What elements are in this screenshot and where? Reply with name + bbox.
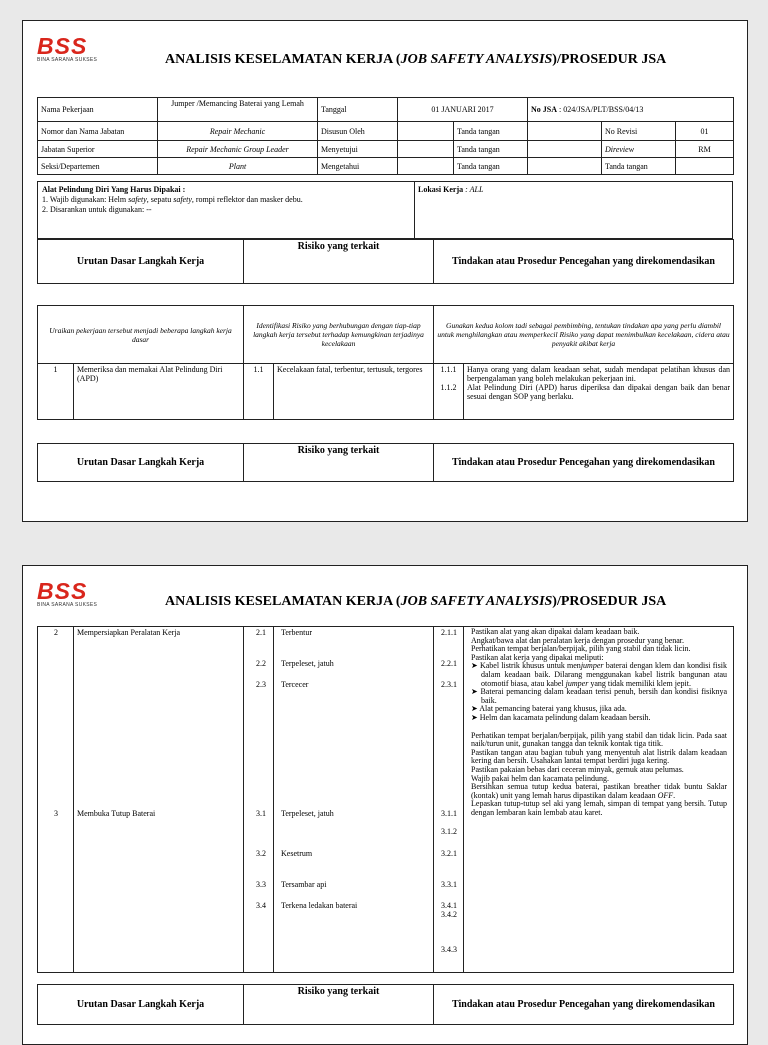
apd-disarankan: 2. Disarankan untuk digunakan: -- xyxy=(42,205,152,214)
lokasi-kerja: Lokasi Kerja : ALL xyxy=(418,185,484,194)
risk-2-2: Terpeleset, jatuh xyxy=(281,659,334,668)
risk-3-2: Kesetrum xyxy=(281,849,313,858)
risk-3-3: Tersambar api xyxy=(281,880,327,889)
column-header-table-3: Urutan Dasar Langkah Kerja Risiko yang terkait Tindakan atau Prosedur Pencegahan yang direkomendasikan xyxy=(37,984,734,1025)
apd-section xyxy=(37,181,733,239)
step-1: Memeriksa dan memakai Alat Pelindung Diri (APD) xyxy=(74,364,244,420)
arrow-bullet-icon: ➤ xyxy=(471,687,481,697)
apd-heading: Alat Pelindung Diri Yang Harus Dipakai : xyxy=(42,185,186,194)
action-1-1-2: Alat Pelindung Diri (APD) harus diperiksa dan dipakai dengan baik dan benar sesuai dengan SOP yang berlaku. xyxy=(467,383,731,401)
job-steps-table-1: Uraikan pekerjaan tersebut menjadi beberapa langkah kerja dasar Identifikasi Risiko yang berhubungan dengan tiap-tiap langkah kerja tersebut terhadap kemungkinan terjadinya kecelakaan Gunakan kedua kolom tadi sebagai pembimbing, tentukan tindakan apa yang perlu diambil untuk menghilangkan atau memperkecil Risiko yang dapat menimbulkan kecelakaan, cidera atau penyakit akibat kerja 1 Memeriksa dan memakai Alat Pelindung Diri (APD) 1.1 Kecelakaan fatal, terbentur, tertusuk, tergores 1.1.1 1.1.2 Hanya orang yang dalam keadaan sehat, sudah mendapat pelatihan khusus dan berpengalaman yang boleh melakukan pekerjaan ini. Alat Pelindung Diri (APD) harus diperiksa dan dipakai dengan baik dan benar sesuai dengan SOP yang berlaku. xyxy=(37,305,734,420)
actions-step-2-3: Pastikan alat yang akan dipakai dalam keadaan baik. Angkat/bawa alat dan peralatan kerja dengan prosedur yang benar. Perhatikan tempat berjalan/berpijak, pilih yang stabil dan tidak licin. Pastikan alat kerja yang dipakai meliputi: ➤ Kabel listrik khusus untuk menjumper baterai dengan klem dan kondisi fisik dalam keadaan baik. Dilarang menggunakan kabel listrik bangunan atau otomotif biasa, atau kabel jumper yang tidak memiliki klem jepit. ➤ Baterai pemancing dalam keadaan terisi penuh, bersih dan kondisi fisiknya baik. ➤ Alat pemancing baterai yang khusus, jika ada. ➤ Helm dan kacamata pelindung dalam keadaan bersih. Perhatikan tempat berjalan/berpijak, pilih yang stabil dan tidak licin. Pada saat naik/turun unit, gunakan tangga dan teknik kontak tiga titik. Pastikan tangan atau bagian tubuh yang menyentuh alat listrik dalam keadaan kering dan bersih. Usahakan lantai tempat berdiri juga kering. Pastikan pakaian bebas dari ceceran minyak, gemuk atau pelumas. Wajib pakai helm dan kacamata pelindung. Bersihkan semua tutup kedua baterai, pastikan breather tidak buntu Saklar (kontak) unit yang lemah harus dipastikan dalam keadaan OFF. Lepaskan tutup-tutup sel aki yang lemah, simpan di tempat yang bersih. Tutup dengan lembaran kain lembab atau karet. xyxy=(471,627,728,817)
tanggal-label: Tanggal xyxy=(318,98,398,122)
arrow-bullet-icon: ➤ xyxy=(471,661,480,671)
info-table: Nama Pekerjaan Jumper /Memancing Baterai yang Lemah Tanggal 01 JANUARI 2017 No JSA : 024/JSA/PLT/BSS/04/13 Nomor dan Nama Jabatan Repair Mechanic Disusun Oleh Tanda tangan No Revisi 01 Jabatan Superior Repair Mechanic Group Leader Menyetujui Tanda tangan Direview RM Seksi/Departemen Plant Mengetahui Tanda tangan Tanda tangan xyxy=(37,97,734,175)
nama-pekerjaan-label: Nama Pekerjaan xyxy=(38,98,158,122)
column-header-table-2: Urutan Dasar Langkah Kerja Risiko yang terkait Tindakan atau Prosedur Pencegahan yang direkomendasikan xyxy=(37,443,734,482)
risk-3-4: Terkena ledakan baterai xyxy=(281,901,358,910)
step-2: Mempersiapkan Peralatan Kerja xyxy=(77,628,181,637)
bss-logo: BSS BINA SARANA SUKSES xyxy=(37,33,98,63)
bss-logo: BSS BINA SARANA SUKSES xyxy=(37,578,98,608)
column-header-table-1: Urutan Dasar Langkah Kerja Risiko yang terkait Tindakan atau Prosedur Pencegahan yang direkomendasikan xyxy=(37,239,734,284)
apd-wajib: 1. Wajib digunakan: Helm safety, sepatu safety, rompi reflektor dan masker debu. xyxy=(42,195,303,204)
page-title: ANALISIS KESELAMATAN KERJA (JOB SAFETY ANALYSIS)/PROSEDUR JSA xyxy=(165,52,667,67)
no-jsa: No JSA : 024/JSA/PLT/BSS/04/13 xyxy=(528,98,734,122)
step-3: Membuka Tutup Baterai xyxy=(77,809,156,818)
risk-2-1: Terbentur xyxy=(281,628,312,637)
risk-1-1: Kecelakaan fatal, terbentur, tertusuk, tergores xyxy=(274,364,434,420)
document-page-2: BSS BINA SARANA SUKSES ANALISIS KESELAMATAN KERJA (JOB SAFETY ANALYSIS)/PROSEDUR JSA 2 Mempersiapkan Peralatan Kerja 3 Membuka Tutup Baterai 2.1 Terbentur 2.2 Terpeleset, jatuh 2.3 Tercecer 3.1 Terpeleset, jatuh 3.2 Kesetrum 3.3 Tersambar api 3.4 Terkena ledakan baterai 2.1.1 2.2.1 2.3.1 3.1.1 3.1.2 3.2.1 3.3.1 3.4.1 3.4.2 3.4.3 Pastikan alat yang akan dipakai dalam keadaan baik. Angkat/bawa alat dan peralatan kerja dengan prosedur yang benar. Perhatikan tempat berjalan/berpijak, pilih yang stabil dan tidak licin. Pastikan alat kerja yang dipakai meliputi: ➤ Kabel listrik khusus untuk menjumper baterai dengan klem dan kondisi fisik dalam keadaan baik. Dilarang menggunakan kabel listrik bangunan atau otomotif biasa, atau kabel jumper yang tidak memiliki klem jepit. ➤ Baterai pemancing dalam keadaan terisi penuh, bersih dan kondisi fisiknya baik. ➤ Alat pemancing baterai yang khusus, jika ada. ➤ Helm dan kacamata pelindung dalam keadaan bersih. Perhatikan tempat berjalan/berpijak, pilih yang stabil dan tidak licin. Pada saat naik/turun unit, gunakan tangga dan teknik kontak tiga titik. Pastikan tangan atau bagian tubuh yang menyentuh alat listrik dalam keadaan kering dan bersih. Usahakan lantai tempat berdiri juga kering. Pastikan pakaian bebas dari ceceran minyak, gemuk atau pelumas. Wajib pakai helm dan kacamata pelindung. Bersihkan semua tutup kedua baterai, pastikan breather tidak buntu Saklar (kontak) unit yang lemah harus dipastikan dalam keadaan OFF. Lepaskan tutup-tutup sel aki yang lemah, simpan di tempat yang bersih. Tutup dengan lembaran kain lembab atau karet. Urutan Dasar Langkah Kerja Risiko yang terkait Tindakan atau Prosedur Pencegahan yang direkomendasikan xyxy=(22,565,748,1045)
action-1-1-1: Hanya orang yang dalam keadaan sehat, sudah mendapat pelatihan khusus dan berpengalaman yang boleh melakukan pekerjaan ini. xyxy=(467,365,731,383)
tanggal-value: 01 JANUARI 2017 xyxy=(398,98,528,122)
risk-2-3: Tercecer xyxy=(281,680,309,689)
document-page-1 xyxy=(22,20,748,522)
page-title: ANALISIS KESELAMATAN KERJA (JOB SAFETY ANALYSIS)/PROSEDUR JSA xyxy=(165,594,667,609)
arrow-bullet-icon: ➤ xyxy=(471,704,480,714)
nama-pekerjaan-value: Jumper /Memancing Baterai yang Lemah xyxy=(158,98,318,122)
arrow-bullet-icon: ➤ xyxy=(471,712,480,722)
risk-3-1: Terpeleset, jatuh xyxy=(281,809,334,818)
